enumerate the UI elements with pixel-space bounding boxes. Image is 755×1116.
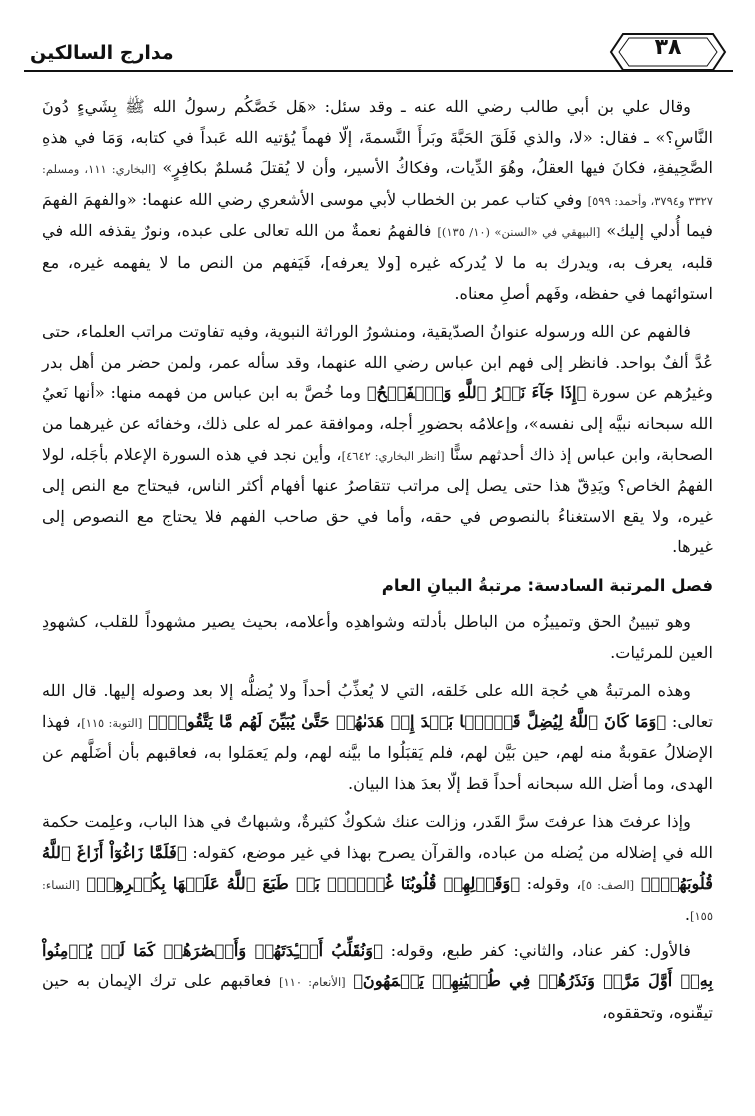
citation: [البيهقي في «السنن» (١٠/ ١٣٥)] — [437, 225, 601, 240]
paragraph-text: ، وأين نجد في هذه السورة الإعلام بأجَله، لولا الفهمُ الخاص؟ ويَدِقّ هذا حتى يصل إلى مراتب تتقاصرُ عنها أفهام أكثر الناس، فيحتاج مع النص إلى غيره، ولا يقع الاستغناءُ بالنصوص في حقه، وأما في حق صاحب الفهم فلا يحتاج مع النصوص إلى غيرها. — [42, 444, 713, 557]
paragraph-text: وإذا عرفتَ هذا عرفتَ سرَّ القَدر، وزالت عنك شكوكٌ كثيرةٌ، وشبهاتٌ في هذا الباب، وعلِمت حكمة الله في إضلاله من يُضله من عباده، والقرآن يصرح بهذا في غير موضع، كقوله: — [42, 812, 713, 863]
quran-verse: ﴿فَلَمَّا زَاغُوٓاْ أَزَاغَ ٱللَّهُ قُلُوبَهُمۡۚ﴾ — [42, 843, 713, 893]
quran-verse: ﴿إِذَا جَآءَ نَصۡرُ ٱللَّهِ وَٱلۡفَتۡحُ﴾ — [366, 383, 587, 403]
running-header — [24, 32, 733, 76]
paragraph-ibn-abbas — [42, 317, 713, 563]
paragraph-text: فعاقبهم على ترك الإيمان به حين تيقّنوه، وتحققوه، — [42, 971, 713, 1023]
citation: [التوبة: ١١٥] — [81, 715, 143, 730]
paragraph-ali-hadith — [42, 92, 713, 309]
page-number: ٣٨ — [654, 35, 682, 60]
paragraph-text: ، فهذا الإضلالُ عقوبةٌ منه لهم، حين بَيَّن لهم، فلم يَقبَلُوا ما بيَّنه لهم، ولم يَعمَلوا به، فعاقبهم بأن أضَلَّهم عن الهدى، وما أضل الله سبحانه أحداً قط إلّا بعدَ هذا البيان. — [42, 711, 713, 793]
paragraph-definition — [42, 607, 713, 668]
section-heading: فصل المرتبة السادسة: مرتبةُ البيانِ العام — [381, 575, 713, 595]
citation: [البخاري: ١١١، ومسلم: ٣٣٢٧ و٣٧٩٤، وأحمد: ٥٩٩] — [42, 162, 713, 208]
quran-verse: ﴿وَمَا كَانَ ٱللَّهُ لِيُضِلَّ قَوۡمَۢا بَعۡدَ إِذۡ هَدَىٰهُمۡ حَتَّىٰ يُبَيِّنَ لَهُم مَّا يَتَّقُونَۚ﴾ — [148, 711, 667, 731]
paragraph-text: وفي كتاب عمر بن الخطاب لأبي موسى الأشعري رضي الله عنهما: «والفهمَ الفهمَ فيما أُدلي إليك» — [42, 189, 713, 241]
citation: [النساء: ١٥٥] — [42, 877, 713, 924]
paragraph-text: وهذه المرتبةُ هي حُجة الله على خَلقه، التي لا يُعذِّبُ أحداً ولا يُضلُّه إلا بعد وصوله إليها. قال الله تعالى: — [42, 681, 713, 731]
paragraph-hujjah — [42, 676, 713, 799]
paragraph-qadar: وإذا عرفتَ هذا عرفتَ سرَّ القَدر، وزالت عنك شكوكٌ كثيرةٌ، وشبهاتٌ في هذا الباب، وعلِمت حكمة الله في إضلاله من يُضله من عباده، والقرآن يصرح بهذا في غير موضع، كقوله: ﴿فَلَمَّا زَاغُوٓاْ أَزَاغَ ٱللَّهُ قُلُوبَهُمۡۚ﴾ [الصف: ٥]، وقوله: ﴿وَقَوۡلِهِمۡ قُلُوبُنَا غُلۡفُۢۚ بَلۡ طَبَعَ ٱللَّهُ عَلَيۡهَا بِكُفۡرِهِمۡ﴾ [النساء: ١٥٥]. — [42, 812, 713, 925]
citation: [الأنعام: ١١٠] — [279, 975, 346, 990]
paragraph-text: وهو تبيينُ الحق وتمييزُه من الباطل بأدلته وشواهدِه وأعلامه، بحيث يصير مشهوداً للقلب، كشهودِ العين للمرئيات. — [42, 611, 713, 662]
book-title: مدارج السالكين — [30, 42, 174, 64]
citation: [الصف: ٥] — [581, 877, 635, 892]
page-body — [42, 92, 713, 1033]
paragraph-text: فالأول: كفر عناد، والثاني: كفر طبع، وقوله: — [390, 940, 691, 960]
paragraph-kufr-types — [42, 936, 713, 1029]
paragraph-text: ، وقوله: — [526, 873, 582, 893]
paragraph-text: فالفهمُ نعمةٌ من الله تعالى على عبده، ونورٌ يقذفه الله في قلبه، يعرف به، ويدرك به ما لا يُدركه غيره [ولا يعرفه]، فَيَفهم من النص ما لا يفهمه غيره، مع استوائهما في حفظه، وفَهم أصلِ معناه. — [42, 221, 713, 303]
paragraph-text: فالفهم عن الله ورسوله عنوانُ الصدّيقية، ومنشورُ الوراثة النبوية، وفيه تفاوتت مراتب العلماء، حتى عُدَّ ألفٌ بواحد. فانظر إلى فهم ابن عباس رضي الله عنهما، وقد سأله عمر، ولمن حضر من أهل بدر وغيرُهم عن سورة — [42, 322, 713, 403]
paragraph-text: وقال علي بن أبي طالب رضي الله عنه ـ وقد سئل: «هَل خَصَّكُم رسولُ الله ﷺ بِشَيءٍ دُونَ النَّاسِ؟» ـ فقال: «لا، والذي فَلَقَ الحَبَّةَ وبَرأَ النَّسمةَ، إلّا فهماً يُؤتيه الله عَبداً في كتابه، وَمَا في هذهِ الصَّحِيفةِ، فكانَ فيها العقلُ، وهُوَ الدِّيات، وفكاكُ الأسير، وأن لا يُقتلَ مُسلمٌ بكافِرٍ» — [42, 97, 713, 178]
paragraph-text: وما خُصَّ به ابن عباس من فهمه منها: «أنها نَعيُ الله سبحانه نبيَّه إلى نفسه»، وإعلامُه بحضورِ أجله، وموافقة عمر له على ذلك، وخفائه عن غيرهما من الصحابة، وابن عباس إذ ذاك أحدثهم سنًّا — [42, 383, 714, 464]
page-number-box — [609, 32, 727, 64]
quran-verse: ﴿وَنُقَلِّبُ أَفۡـِٔدَتَهُمۡ وَأَبۡصَٰرَهُمۡ كَمَا لَمۡ يُؤۡمِنُواْ بِهِۦٓ أَوَّلَ مَرَّةٖ وَنَذَرُهُمۡ فِي طُغۡيَٰنِهِمۡ يَعۡمَهُونَ﴾ — [42, 940, 713, 991]
citation: [انظر البخاري: ٤٦٤٢] — [341, 448, 445, 463]
quran-verse: ﴿وَقَوۡلِهِمۡ قُلُوبُنَا غُلۡفُۢۚ بَلۡ طَبَعَ ٱللَّهُ عَلَيۡهَا بِكُفۡرِهِمۡ﴾ — [86, 873, 521, 893]
